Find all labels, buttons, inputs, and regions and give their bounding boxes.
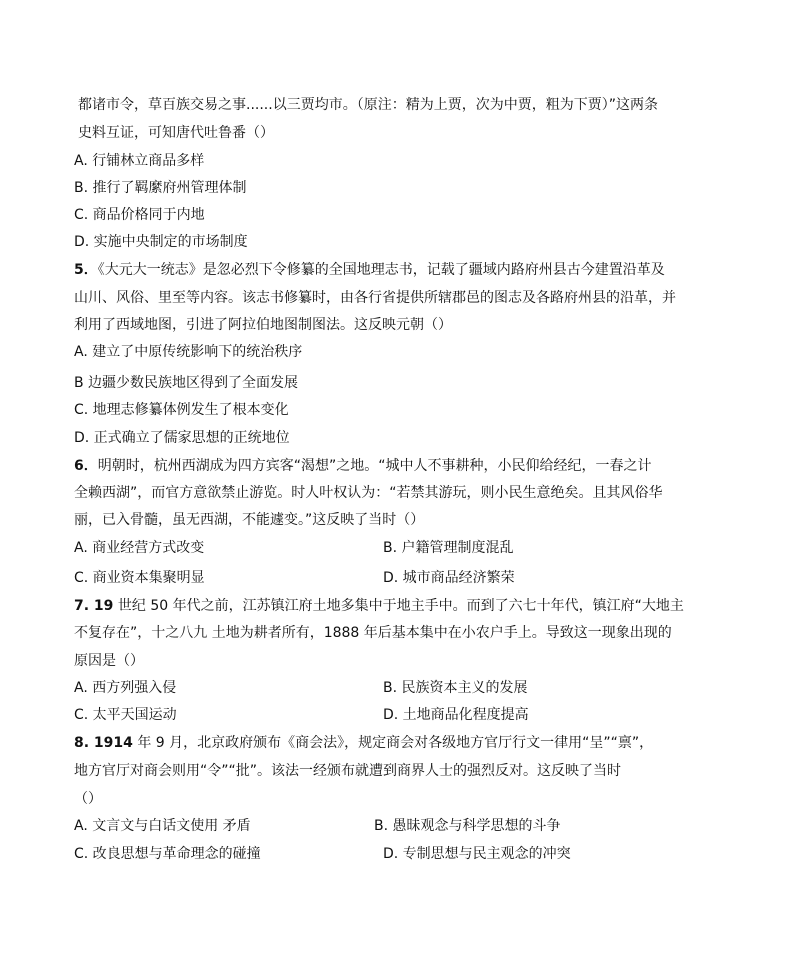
q5-text-line-3: 利用了西域地图，引进了阿拉伯地图制图法。这反映元朝（） [74, 317, 452, 333]
q4-option-c: C. 商品价格同于内地 [74, 207, 205, 223]
q4-option-a: A. 行铺林立商品多样 [74, 153, 205, 169]
q8-number: 8. 1914 [74, 735, 133, 751]
q8-text-line-2: 地方官厅对商会则用“令”“批”。该法一经颁布就遭到商界人士的强烈反对。这反映了当时 [74, 763, 622, 779]
q8-option-a: A. 文言文与白话文使用 矛盾 [74, 818, 251, 834]
q6-text-line-3: 丽，已入骨髓，虽无西湖，不能遽变。”这反映了当时（） [74, 512, 425, 528]
q8-option-d: D. 专制思想与民主观念的冲突 [383, 846, 571, 862]
q7-text-line-1 [74, 597, 684, 615]
q8-option-b: B. 愚昧观念与科学思想的斗争 [374, 818, 561, 834]
q4-option-b: B. 推行了羁縻府州管理体制 [74, 180, 247, 196]
q4-option-d: D. 实施中央制定的市场制度 [74, 234, 248, 250]
q5-line-1-text: 《大元大一统志》是忽必烈下令修纂的全国地理志书，记载了疆域内路府州县古今建置沿革及 [97, 262, 665, 278]
q5-text-line-1 [74, 261, 665, 279]
q6-line-1-text: 明朝时，杭州西湖成为四方宾客“渴想”之地。“城中人不事耕种，小民仰给经纪，一春之计 [97, 458, 652, 474]
q7-line-1-text: 世纪 50 年代之前，江苏镇江府土地多集中于地主手中。而到了六七十年代，镇江府“大地主 [113, 598, 684, 614]
q7-text-line-2: 不复存在”，十之八九 土地为耕者所有，1888 年后基本集中在小农户手上。导致这一现象出现的 [74, 625, 672, 641]
q6-text-line-1 [74, 457, 652, 475]
q4-text-line-1: 都诸市令，草百族交易之事......以三贾均市。（原注：精为上贾，次为中贾，粗为下贾）”这两条 [78, 97, 658, 113]
q7-option-b: B. 民族资本主义的发展 [383, 680, 528, 696]
q5-option-a: A. 建立了中原传统影响下的统治秩序 [74, 344, 303, 360]
q6-text-line-2: 全赖西湖”，而官方意欲禁止游览。时人叶权认为：“若禁其游玩，则小民生意绝矣。且其风俗华 [74, 485, 663, 501]
q7-option-a: A. 西方列强入侵 [74, 680, 177, 696]
q4-text-line-2: 史料互证，可知唐代吐鲁番（） [78, 125, 274, 141]
q6-option-c: C. 商业资本集聚明显 [74, 570, 205, 586]
q6-option-b: B. 户籍管理制度混乱 [383, 540, 514, 556]
q7-text-line-3: 原因是（） [74, 653, 144, 669]
q5-number: 5． [74, 262, 98, 278]
q7-number: 7. 19 [74, 598, 114, 614]
q7-option-d: D. 土地商品化程度提高 [383, 707, 529, 723]
q6-number: 6． [74, 458, 98, 474]
q6-option-d: D. 城市商品经济繁荣 [383, 570, 515, 586]
q5-option-c: C. 地理志修纂体例发生了根本变化 [74, 402, 289, 418]
q7-option-c: C. 太平天国运动 [74, 707, 177, 723]
q5-text-line-2: 山川、风俗、里至等内容。该志书修纂时，由各行省提供所辖郡邑的图志及各路府州县的沿革，并 [74, 290, 676, 306]
q8-option-c: C. 改良思想与革命理念的碰撞 [74, 846, 261, 862]
q6-option-a: A. 商业经营方式改变 [74, 540, 205, 556]
q5-option-b: B 边疆少数民族地区得到了全面发展 [74, 375, 299, 391]
q8-line-1-text: 年 9 月，北京政府颁布《商会法》，规定商会对各级地方官厅行文一律用“呈”“禀”， [132, 735, 654, 751]
q8-text-line-1 [74, 734, 653, 752]
q5-option-d: D. 正式确立了儒家思想的正统地位 [74, 430, 290, 446]
q8-text-line-3: （） [74, 791, 102, 807]
